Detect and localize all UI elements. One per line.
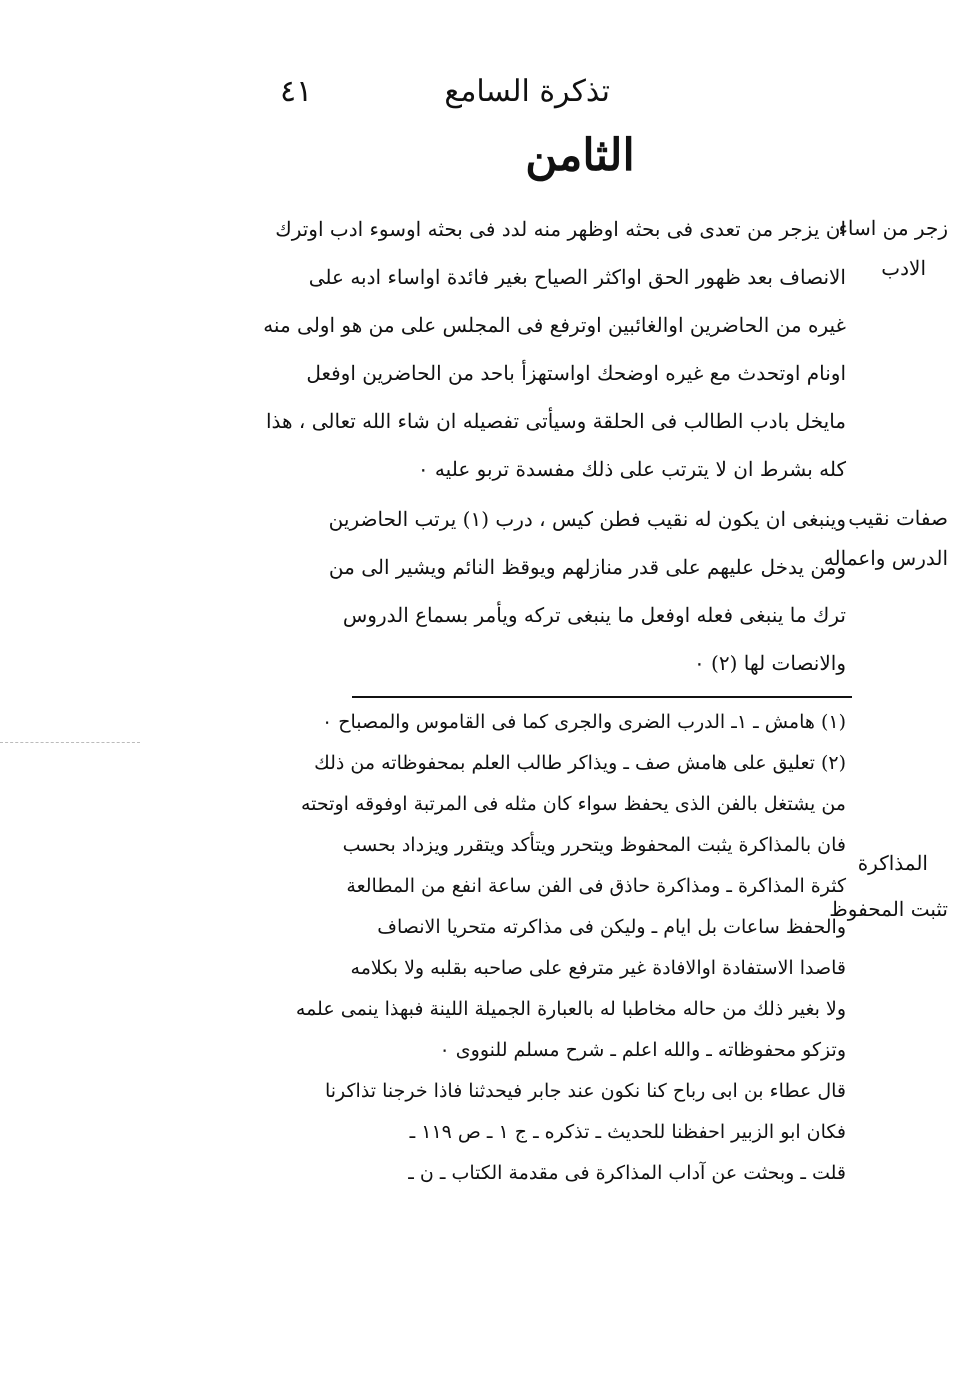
margin-note-line: زجر من اساء bbox=[838, 216, 948, 240]
text-line: ترك ما ينبغى فعله اوفعل ما ينبغى تركه ويأمر بسماع الدروس bbox=[342, 603, 846, 627]
footnote-line: كثرة المذاكرة ـ ومذاكرة حاذق فى الفن ساعة انفع من المطالعة bbox=[346, 875, 846, 897]
margin-note-naqib bbox=[823, 498, 948, 578]
paragraph-2 bbox=[286, 495, 846, 687]
footnote-line: من يشتغل بالفن الذى يحفظ سواء كان مثله فى المرتبة اوفوقه اوتحته bbox=[301, 793, 846, 815]
footnote-divider bbox=[352, 696, 852, 698]
footnote-line: فكان ابو الزبير احفظنا للحديث ـ تذكره ـ ج ١ ـ ص ١١٩ ـ bbox=[409, 1121, 846, 1143]
margin-note-line: صفات نقيب bbox=[848, 506, 948, 530]
text-line: غيره من الحاضرين اوالغائبين اوترفع فى المجلس على من هو اولى منه bbox=[263, 313, 846, 337]
footnote-line: فان بالمذاكرة يثبت المحفوظ ويتحرر ويتأكد ويتقرر ويزداد بحسب bbox=[342, 834, 846, 856]
footnote-line: وتزكو محفوظاته ـ والله اعلم ـ شرح مسلم للنووى ٠ bbox=[439, 1039, 846, 1061]
footnote-line: ولا بغير ذلك من حاله مخاطبا له بالعبارة الجميلة اللينة فبهذا ينمى علمه bbox=[295, 998, 846, 1020]
text-line: الانصاف بعد ظهور الحق اواكثر الصياح بغير فائدة اواساء ادبه على bbox=[308, 265, 846, 289]
footnote-line: قال عطاء بن ابى رباح كنا نكون عند جابر فيحدثنا فاذا خرجنا تذاكرنا bbox=[324, 1080, 846, 1102]
margin-note-mudhakara bbox=[829, 840, 948, 932]
footnote-line: قاصدا الاستفادة اوالافادة غير مترفع على صاحبه بقلبه ولا بكلامه bbox=[350, 957, 846, 979]
text-line: مايخل بادب الطالب فى الحلقة وسيأتى تفصيله ان شاء الله تعالى ، هذا bbox=[265, 409, 846, 433]
text-line: والانصات لها (٢) ٠ bbox=[693, 651, 846, 675]
margin-note-line: المذاكرة bbox=[857, 851, 928, 875]
margin-note-adab bbox=[838, 208, 948, 288]
running-title: تذكرة السامع bbox=[444, 74, 610, 109]
text-line: ومن يدخل عليهم على قدر منازلهم ويوقظ النائم ويشير الى من bbox=[328, 555, 846, 579]
text-line: ان يزجر من تعدى فى بحثه اوظهر منه لدد فى بحثه اوسوء ادب اوترك bbox=[275, 217, 846, 241]
text-line: كله بشرط ان لا يترتب على ذلك مفسدة تربو عليه ٠ bbox=[417, 457, 846, 481]
text-line: وينبغى ان يكون له نقيب فطن كيس ، درب (١) يرتب الحاضرين bbox=[328, 507, 846, 531]
scan-artifact-line bbox=[0, 742, 140, 743]
page-number: ٤١ bbox=[280, 74, 313, 109]
margin-note-line: الدرس واعماله bbox=[823, 546, 948, 570]
footnote-line: والحفظ ساعات بل ايام ـ وليكن فى مذاكرته متحريا الانصاف bbox=[377, 916, 846, 938]
footnotes bbox=[286, 702, 846, 1194]
paragraph-1 bbox=[263, 205, 846, 493]
footnote-line: (١) هامش ـ ١ـ الدرب الضرى والجرى كما فى القاموس والمصباح ٠ bbox=[321, 711, 846, 733]
footnote-line: قلت ـ وبحثت عن آداب المذاكرة فى مقدمة الكتاب ـ ن ـ bbox=[408, 1162, 846, 1184]
page-header bbox=[280, 70, 620, 130]
footnote-line: (٢) تعليق على هامش صف ـ ويذاكر طالب العلم بمحفوظاته من ذلك bbox=[314, 752, 846, 774]
margin-note-line: تثبت المحفوظ bbox=[829, 897, 948, 921]
margin-note-line: الادب bbox=[881, 256, 926, 280]
text-line: اونام اوتحدث مع غيره اوضحك اواستهزأ باحد من الحاضرين اوفعل bbox=[306, 361, 846, 385]
section-heading: الثامن bbox=[525, 130, 635, 181]
